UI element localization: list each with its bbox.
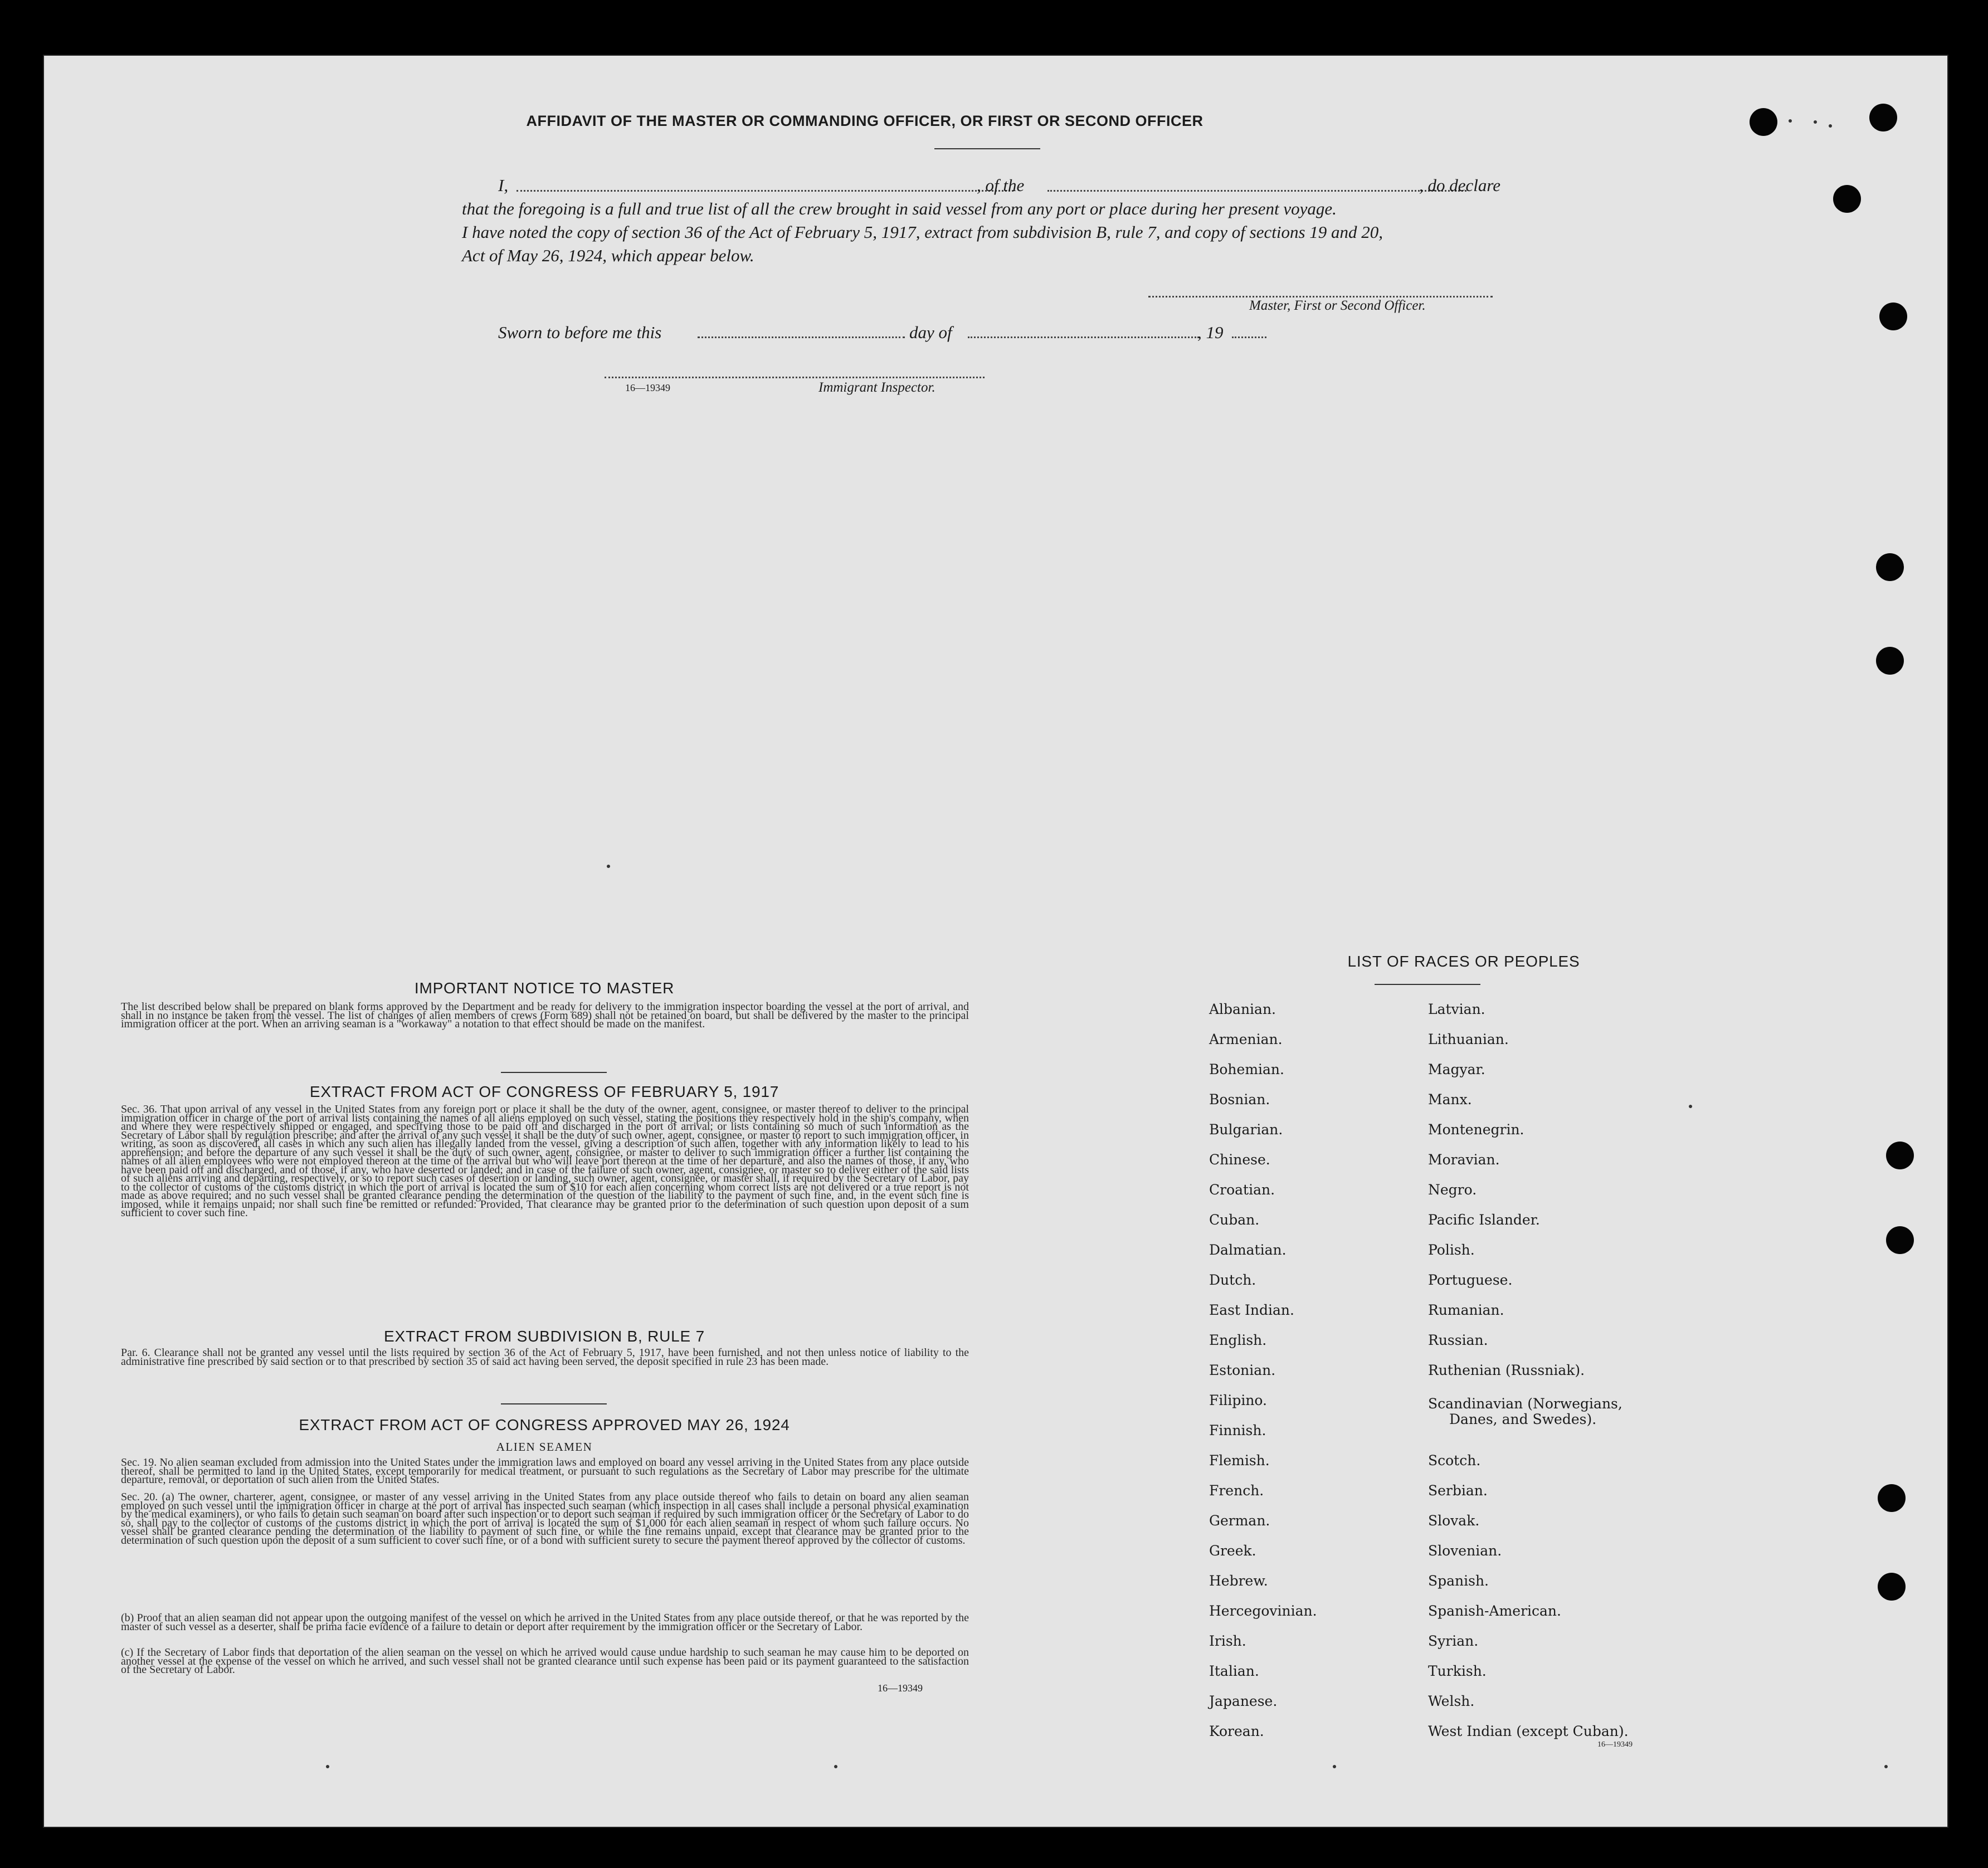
race-item: Pacific Islander. (1428, 1212, 1540, 1228)
race-item: Dalmatian. (1209, 1242, 1287, 1258)
race-item: Welsh. (1428, 1693, 1475, 1709)
extract-1924-sec20c: (c) If the Secretary of Labor finds that deportation of the alien seaman on the vessel on which he arrived would cause undue hardship to such seaman he may cause him to be deported on another vessel at the expense of the vessel on which he arrived, and such vessel shall not be granted clearance until such expense has been paid or its payment guaranteed to the satisfaction of the Secretary of Labor. (121, 1646, 969, 1676)
master-signature-line[interactable] (1148, 296, 1493, 297)
inspector-signature-line[interactable] (605, 377, 985, 378)
punch-hole (1869, 104, 1897, 131)
race-item: Korean. (1209, 1723, 1264, 1739)
title-divider (934, 148, 1040, 149)
speck (607, 865, 610, 868)
notice-text: The list described below shall be prepared on blank forms approved by the Department and be ready for delivery to the immigration inspector boarding the vessel at the port of arrival, and shall in no instance be taken from the vessel. The list of changes of alien members of crews (Form 689) shall not be retained on board, but shall be delivered by the master to the principal immigration officer at the port. When an arriving seaman is a "workaway" a notation to that effect should be made on the manifest. (121, 1001, 969, 1030)
races-divider (1375, 984, 1480, 985)
race-item: Syrian. (1428, 1633, 1479, 1649)
races-title: LIST OF RACES OR PEOPLES (1347, 953, 1580, 970)
punch-hole (1886, 1226, 1914, 1254)
speck (1884, 1765, 1888, 1768)
punch-hole (1833, 185, 1861, 213)
race-item: Turkish. (1428, 1663, 1487, 1679)
race-item: Greek. (1209, 1543, 1256, 1559)
form-number-bottom-left: 16—19349 (878, 1682, 923, 1694)
race-item: Flemish. (1209, 1452, 1270, 1469)
inspector-label: Immigrant Inspector. (818, 380, 935, 395)
race-item: Slovak. (1428, 1513, 1480, 1529)
year-field-line[interactable] (1232, 336, 1266, 338)
punch-hole (1886, 1142, 1914, 1169)
race-item: Scotch. (1428, 1452, 1481, 1469)
year-prefix: , 19 (1197, 323, 1224, 342)
race-item: Scandinavian (Norwegians, (1428, 1396, 1622, 1412)
extract-1924-subtitle: ALIEN SEAMEN (496, 1440, 593, 1454)
extract-1924-sec20b: (b) Proof that an alien seaman did not appear upon the outgoing manifest of the vessel on which he arrived in the United States from any place outside thereof, or that he was reported by the master of such vessel as a deserter, shall be prima facie evidence of a failure to detain or deport after requirement by the immigration officer or the Secretary of Labor. (121, 1612, 969, 1633)
race-item: Armenian. (1209, 1031, 1283, 1047)
extract-1917-text: Sec. 36. That upon arrival of any vessel in the United States from any foreign port or place it shall be the duty of the owner, agent, consignee, or master thereof to deliver to the principal immigration officer in charge of the port of arrival lists containing the names of all aliens employed on such vessel, stating the positions they respectively hold in the ship's company, when and where they were respectively shipped or engaged, and specifying those to be paid off and discharged in the port of arrival; or lists containing so much of such information as the Secretary of Labor shall by regulation prescribe; and after the arrival of any such vessel it shall be the duty of such owner, agent, consignee, or master to report to such immigration officer, in writing, as soon as discovered, all cases in which any such alien has illegally landed from the vessel, giving a description of such alien, together with any information likely to lead to his apprehension; and before the departure of any such vessel it shall be the duty of such owner, agent, consignee, or master to deliver to such immigration officer a further list containing the names of all alien employees who were not employed thereon at the time of the arrival but who will leave port thereon at the time of her departure, and also the names of those, if any, who have been paid off and discharged, and of those, if any, who have deserted or landed; and in case of the failure of such owner, agent, consignee, or master so to deliver either of the said lists of such aliens arriving and departing, respectively, or so to report such cases of desertion or landing, such owner, agent, consignee, or master shall, if required by the Secretary of Labor, pay to the collector of customs of the customs district in which the port of arrival is located the sum of $10 for each alien concerning whom correct lists are not delivered or a true report is not made as above required; and no such vessel shall be granted clearance pending the determination of the question of the liability to the payment of such fine, and, in the event such fine is imposed, while it remains unpaid; nor shall such fine be remitted or refunded: Provided, That clearance may be granted prior to the determination of such question upon deposit of a sum sufficient to cover such fine. (121, 1103, 969, 1219)
race-item: Ruthenian (Russniak). (1428, 1362, 1585, 1378)
race-item: Latvian. (1428, 1001, 1485, 1017)
speck (1814, 120, 1817, 124)
race-item: Irish. (1209, 1633, 1246, 1649)
month-field-line[interactable] (968, 336, 1199, 338)
extract-1917-title: EXTRACT FROM ACT OF CONGRESS OF FEBRUARY 5, 1917 (309, 1083, 779, 1100)
extract-rule7-title: EXTRACT FROM SUBDIVISION B, RULE 7 (384, 1328, 705, 1345)
day-field-line[interactable] (698, 336, 905, 338)
race-item: Danes, and Swedes). (1449, 1411, 1597, 1427)
affidavit-line-2: that the foregoing is a full and true list of all the crew brought in said vessel from any port or place during her present voyage. (462, 199, 1337, 218)
race-item: Polish. (1428, 1242, 1475, 1258)
race-item: West Indian (except Cuban). (1428, 1723, 1629, 1739)
race-item: Hercegovinian. (1209, 1603, 1317, 1619)
affidavit-of-the: , of the (977, 175, 1025, 195)
affidavit-line-3: I have noted the copy of section 36 of the Act of February 5, 1917, extract from subdivision B, rule 7, and copy of sections 19 and 20, (462, 222, 1383, 242)
race-item: East Indian. (1209, 1302, 1294, 1318)
race-item: French. (1209, 1482, 1264, 1499)
master-label: Master, First or Second Officer. (1249, 298, 1426, 313)
race-item: Spanish. (1428, 1573, 1489, 1589)
race-item: Finnish. (1209, 1422, 1266, 1438)
race-item: Negro. (1428, 1182, 1477, 1198)
race-item: Bulgarian. (1209, 1121, 1283, 1138)
race-item: Rumanian. (1428, 1302, 1504, 1318)
race-item: English. (1209, 1332, 1267, 1348)
extract-1924-sec19: Sec. 19. No alien seaman excluded from admission into the United States under the immigration laws and employed on board any vessel arriving in the United States from any place outside thereof, shall be permitted to land in the United States, except temporarily for medical treatment, or pursuant to such regulations as the Secretary of Labor may prescribe for the ultimate departure, removal, or deportation of such alien from the United States. (121, 1456, 969, 1486)
vessel-field-line[interactable] (1047, 190, 1466, 192)
race-item: Hebrew. (1209, 1573, 1268, 1589)
extract-1924-sec20a: Sec. 20. (a) The owner, charterer, agent, consignee, or master of any vessel arriving in the United States from any place outside thereof who fails to detain on board any alien seaman employed on such vessel until the immigration officer in charge at the port of arrival has inspected such seaman (which inspection in all cases shall include a personal physical examination by the medical examiners), or who fails to detain such seaman on board after such inspection or to deport such seaman if required by such immigration officer or the Secretary of Labor to do so, shall pay to the collector of customs of the customs district in which the port of arrival is located the sum of $1,000 for each alien seaman in respect of whom such failure occurs. No vessel shall be granted clearance pending the determination of the liability to payment of such fine, or while the fine remains unpaid, except that clearance may be granted prior to the determination of such question upon the deposit of a sum sufficient to cover such fine, or of a bond with sufficient surety to secure the payment thereof approved by the collector of customs. (121, 1491, 969, 1547)
affidavit-i: I, (498, 175, 509, 195)
race-item: Albanian. (1209, 1001, 1276, 1017)
race-item: Bosnian. (1209, 1091, 1270, 1108)
speck (1689, 1105, 1692, 1108)
punch-hole (1876, 553, 1904, 581)
extract-1924-title: EXTRACT FROM ACT OF CONGRESS APPROVED MAY 26, 1924 (299, 1416, 790, 1433)
race-item: Bohemian. (1209, 1061, 1284, 1077)
punch-hole (1879, 303, 1907, 330)
race-item: Slovenian. (1428, 1543, 1502, 1559)
notice-divider (501, 1072, 607, 1073)
speck (1333, 1765, 1336, 1768)
name-field-line[interactable] (517, 190, 1014, 192)
affidavit-declare: , do declare (1419, 175, 1501, 195)
race-item: Japanese. (1209, 1693, 1278, 1709)
rule7-divider (501, 1403, 607, 1404)
sworn-prefix: Sworn to before me this (498, 323, 662, 342)
race-item: Moravian. (1428, 1152, 1500, 1168)
speck (1829, 124, 1832, 128)
race-item: Estonian. (1209, 1362, 1276, 1378)
race-item: Italian. (1209, 1663, 1259, 1679)
race-item: Manx. (1428, 1091, 1472, 1108)
speck (1789, 119, 1792, 123)
race-item: Filipino. (1209, 1392, 1267, 1408)
punch-hole (1878, 1573, 1906, 1601)
notice-title: IMPORTANT NOTICE TO MASTER (414, 979, 675, 997)
punch-hole (1876, 647, 1904, 675)
race-item: Spanish-American. (1428, 1603, 1561, 1619)
speck (834, 1765, 837, 1768)
affidavit-title: AFFIDAVIT OF THE MASTER OR COMMANDING OFFICER, OR FIRST OR SECOND OFFICER (526, 113, 1203, 129)
race-item: German. (1209, 1513, 1270, 1529)
form-number-bottom-right: 16—19349 (1597, 1740, 1633, 1749)
race-item: Dutch. (1209, 1272, 1256, 1288)
race-item: Croatian. (1209, 1182, 1275, 1198)
race-item: Lithuanian. (1428, 1031, 1509, 1047)
race-item: Russian. (1428, 1332, 1488, 1348)
race-item: Montenegrin. (1428, 1121, 1524, 1138)
form-number-top: 16—19349 (625, 382, 670, 393)
punch-hole (1750, 108, 1777, 136)
race-item: Cuban. (1209, 1212, 1260, 1228)
race-item: Serbian. (1428, 1482, 1488, 1499)
document-sheet (43, 55, 1948, 1828)
extract-rule7-text: Par. 6. Clearance shall not be granted any vessel until the lists required by section 36 of the Act of February 5, 1917, have been furnished, and not then unless notice of liability to the administrative fine prescribed by said section or to that prescribed by section 35 of said act having been served, the deposit specified in rule 23 has been made. (121, 1347, 969, 1368)
day-of-label: day of (909, 323, 952, 342)
race-item: Chinese. (1209, 1152, 1270, 1168)
speck (326, 1765, 329, 1768)
race-item: Portuguese. (1428, 1272, 1513, 1288)
affidavit-line-4: Act of May 26, 1924, which appear below. (462, 246, 754, 265)
race-item: Magyar. (1428, 1061, 1485, 1077)
punch-hole (1878, 1484, 1906, 1512)
